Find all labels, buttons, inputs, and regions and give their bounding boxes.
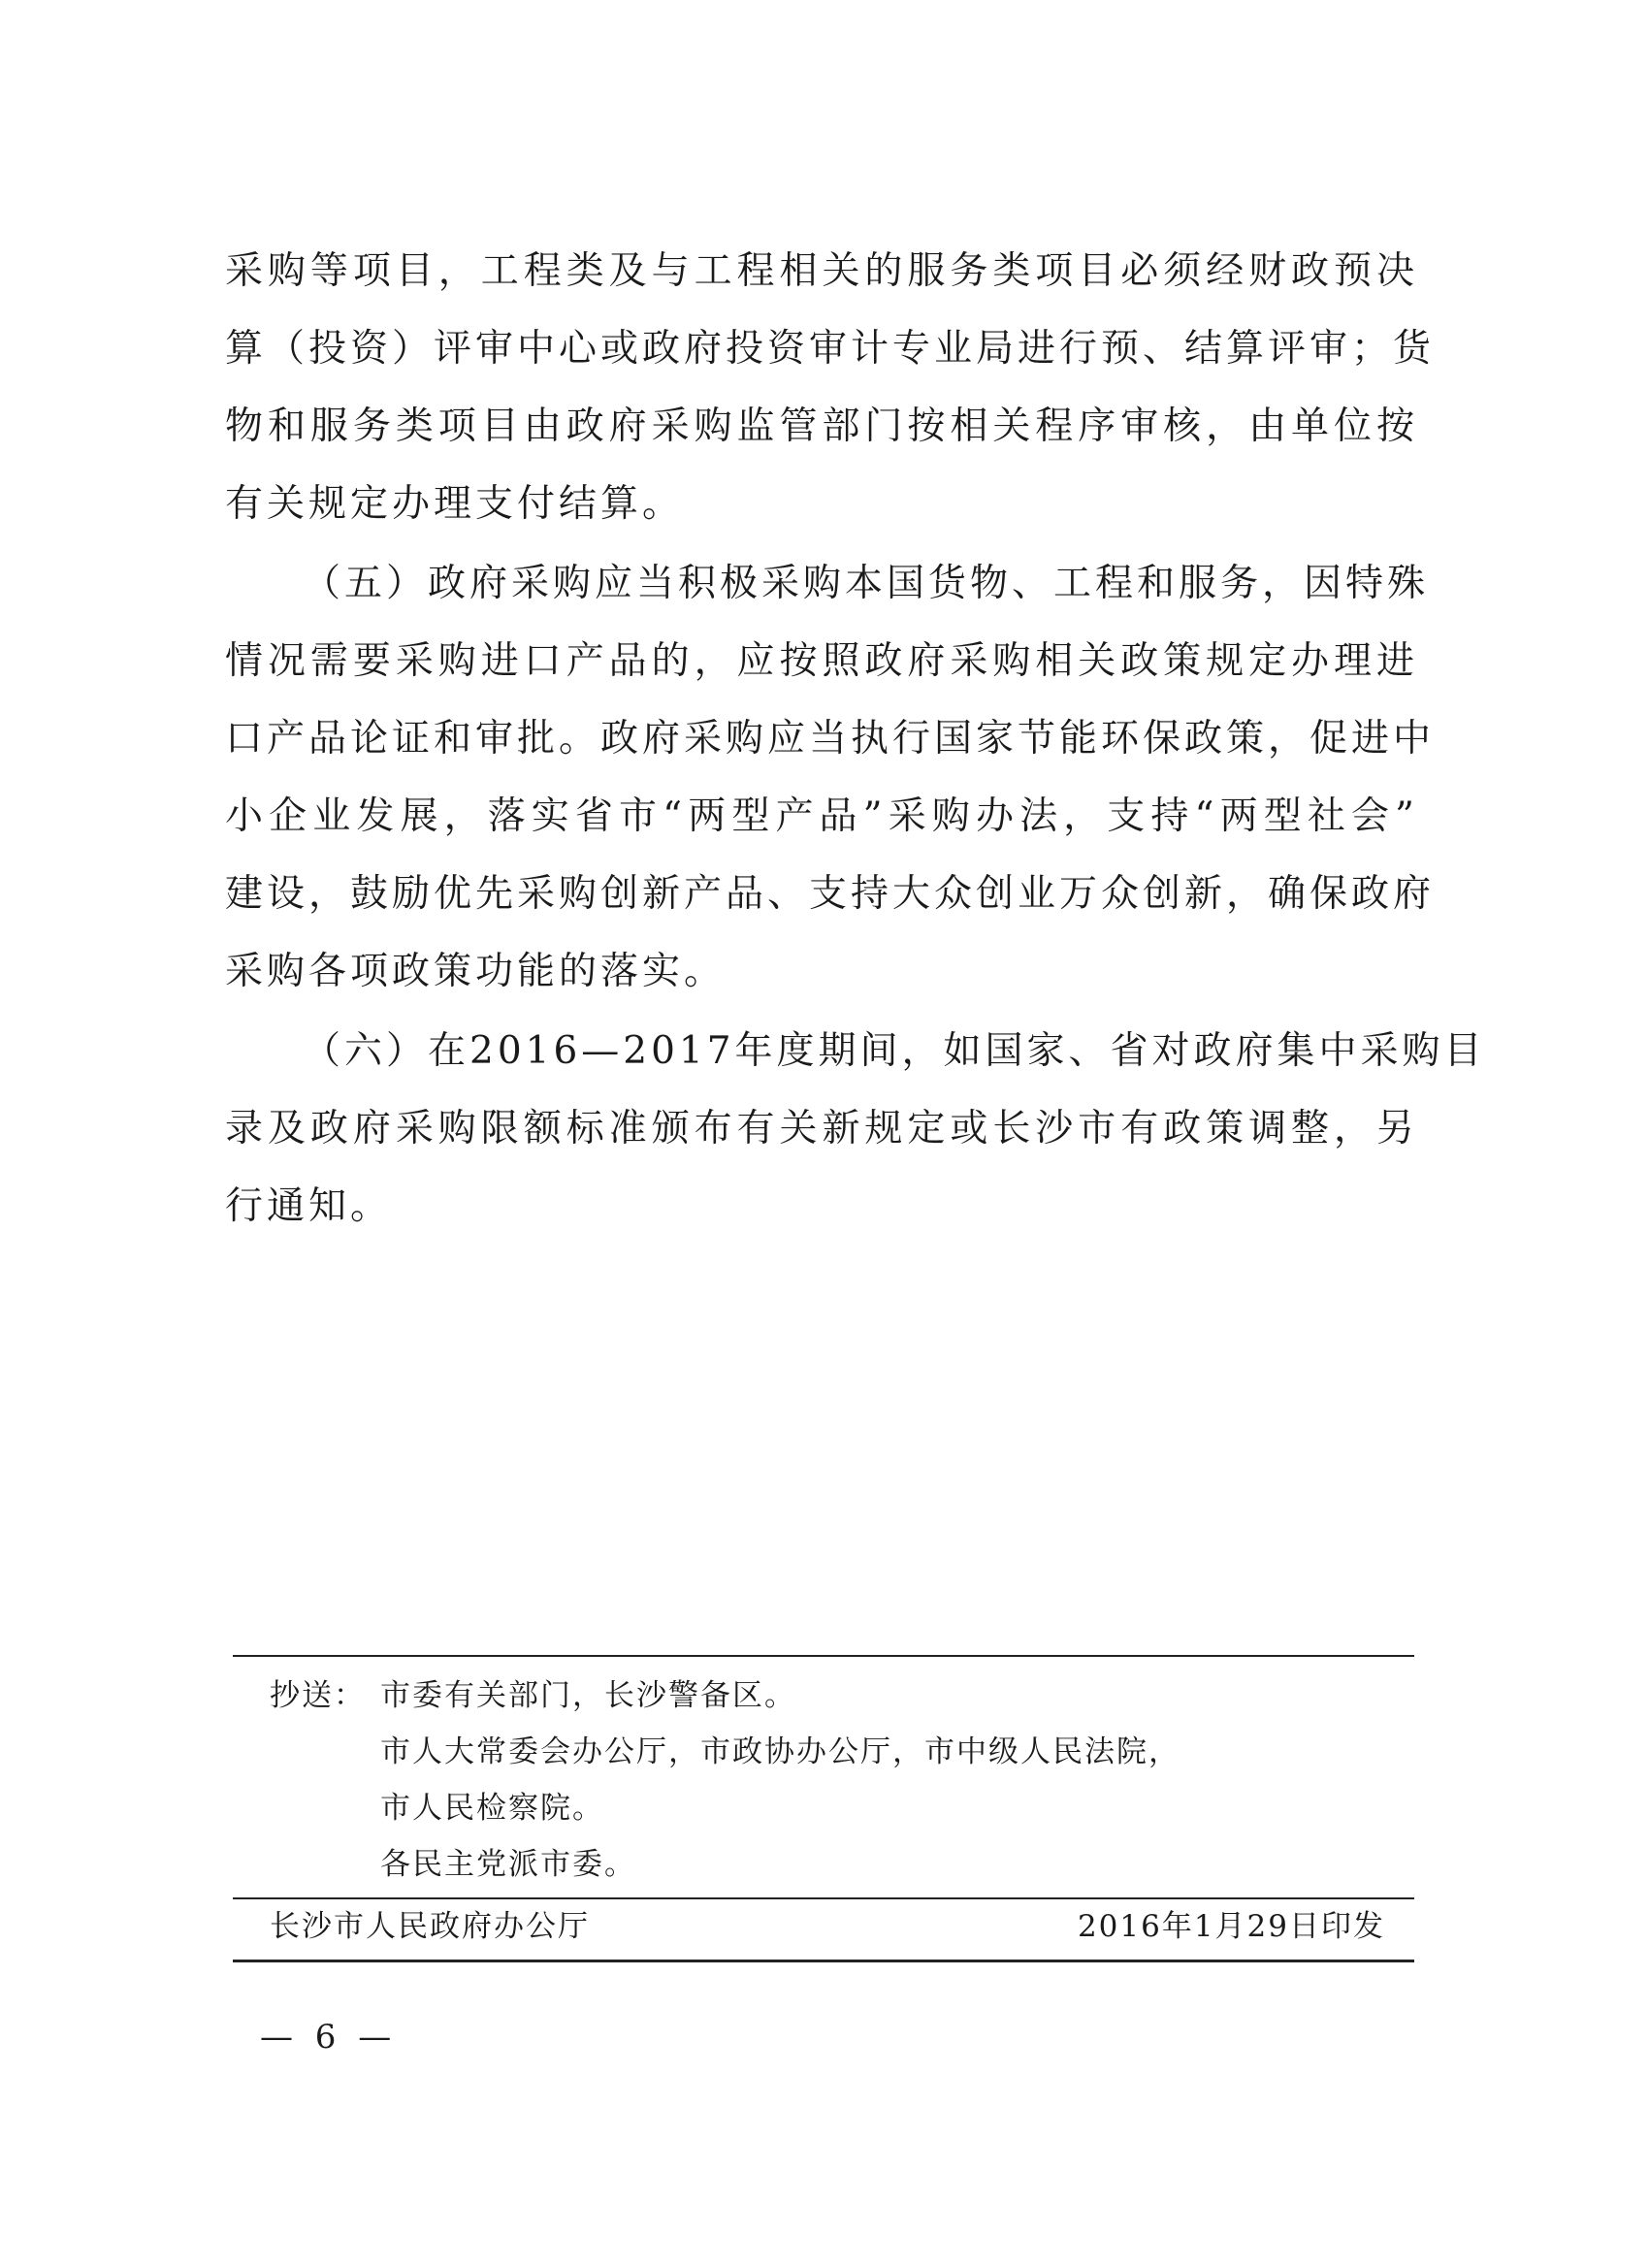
paragraph-2-line-6: 采购各项政策功能的落实。 — [225, 950, 727, 993]
cc-line-2: 市人大常委会办公厅，市政协办公厅，市中级人民法院， — [380, 1734, 1180, 1769]
paragraph-2-line-4: 小企业发展，落实省市“两型产品”采购办法，支持“两型社会” — [225, 794, 1418, 838]
paragraph-1-line-3: 物和服务类项目由政府采购监管部门按相关程序审核，由单位按 — [225, 405, 1418, 448]
cc-line-1: 市委有关部门，长沙警备区。 — [380, 1678, 796, 1713]
paragraph-2-line-5: 建设，鼓励优先采购创新产品、支持大众创业万众创新，确保政府 — [225, 872, 1436, 916]
paragraph-3-line-3: 行通知。 — [225, 1184, 393, 1228]
issue-date: 2016年1月29日印发 — [1077, 1909, 1385, 1944]
cc-top-rule — [233, 1655, 1414, 1657]
paragraph-1-line-4: 有关规定办理支付结算。 — [225, 482, 685, 526]
cc-bottom-rule — [233, 1897, 1414, 1899]
paragraph-3-line-2: 录及政府采购限额标准颁布有关新规定或长沙市有政策调整，另 — [225, 1107, 1418, 1150]
issuer-bottom-rule — [233, 1960, 1414, 1962]
cc-label: 抄送： — [270, 1678, 366, 1713]
paragraph-1-line-2: 算（投资）评审中心或政府投资审计专业局进行预、结算评审；货 — [225, 327, 1436, 371]
cc-line-4: 各民主党派市委。 — [380, 1847, 636, 1882]
paragraph-1-line-1: 采购等项目，工程类及与工程相关的服务类项目必须经财政预决 — [225, 249, 1418, 293]
page-number: — 6 — — [260, 2018, 398, 2057]
cc-line-3: 市人民检察院。 — [380, 1791, 604, 1826]
issuer: 长沙市人民政府办公厅 — [270, 1909, 590, 1944]
paragraph-2-line-3: 口产品论证和审批。政府采购应当执行国家节能环保政策，促进中 — [225, 717, 1436, 761]
paragraph-2-line-1: （五）政府采购应当积极采购本国货物、工程和服务，因特殊 — [303, 562, 1430, 605]
paragraph-2-line-2: 情况需要采购进口产品的，应按照政府采购相关政策规定办理进 — [225, 639, 1418, 683]
paragraph-3-line-1: （六）在2016—2017年度期间，如国家、省对政府集中采购目 — [303, 1029, 1486, 1073]
